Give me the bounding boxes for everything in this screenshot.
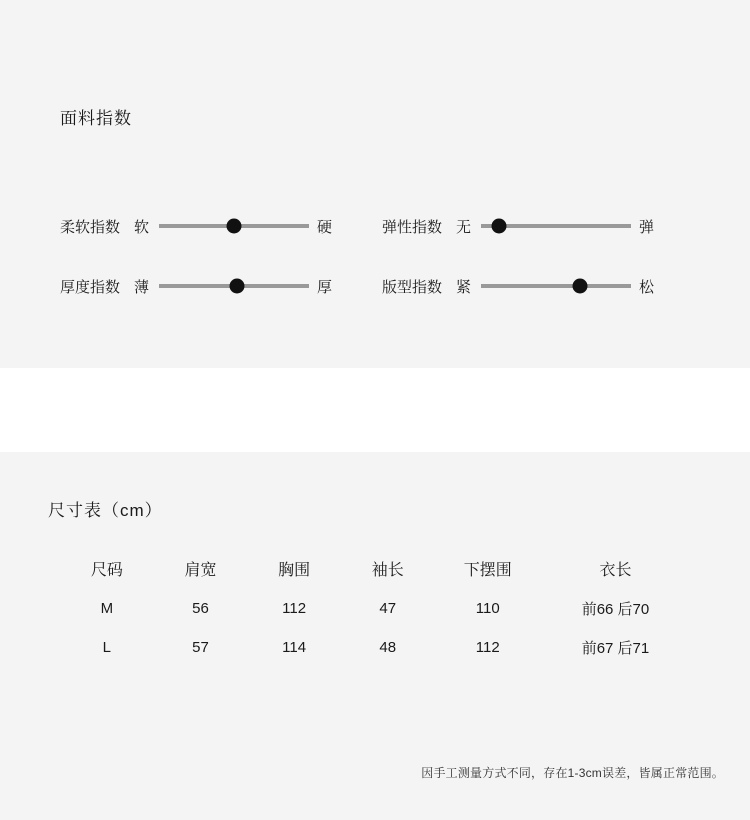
cell-length: 前67 后71	[581, 640, 650, 657]
fabric-index-left-label: 薄	[134, 278, 150, 296]
fabric-index-label: 弹性指数	[382, 218, 443, 236]
size-chart-title: 尺寸表（cm）	[48, 501, 163, 520]
size-chart-section	[0, 452, 750, 820]
table-header-row	[60, 548, 690, 589]
cell-sleeve: 48	[379, 639, 397, 656]
fabric-index-knob[interactable]	[573, 279, 588, 294]
fabric-index-softness	[60, 216, 360, 237]
section-divider	[0, 368, 750, 452]
cell-shoulder: 57	[192, 639, 209, 656]
size-chart-table	[60, 548, 690, 667]
fabric-index-right-label: 厚	[317, 278, 333, 296]
cell-hem: 110	[475, 600, 500, 617]
cell-size: L	[102, 639, 111, 656]
fabric-index-sliders	[0, 196, 750, 316]
fabric-index-track[interactable]	[159, 284, 309, 288]
fabric-index-left-label: 无	[456, 218, 472, 236]
fabric-index-section	[0, 0, 750, 368]
column-header-hem: 下摆围	[463, 562, 512, 579]
cell-size: M	[100, 600, 114, 617]
fabric-index-label: 厚度指数	[60, 278, 121, 296]
column-header-sleeve: 袖长	[371, 562, 404, 579]
table-row	[60, 628, 690, 667]
cell-shoulder: 56	[192, 600, 209, 617]
fabric-index-track[interactable]	[159, 224, 309, 228]
column-header-length: 衣长	[599, 562, 632, 579]
column-header-bust: 胸围	[278, 562, 311, 579]
fabric-index-knob[interactable]	[492, 219, 507, 234]
fabric-index-knob[interactable]	[230, 279, 245, 294]
cell-hem: 112	[475, 639, 500, 656]
fabric-index-track[interactable]	[481, 284, 631, 288]
fabric-index-right-label: 松	[639, 278, 655, 296]
cell-sleeve: 47	[379, 600, 397, 617]
fabric-index-knob[interactable]	[227, 219, 242, 234]
cell-length: 前66 后70	[581, 601, 650, 618]
table-row	[60, 589, 690, 628]
fabric-index-left-label: 软	[134, 218, 150, 236]
fabric-index-thickness	[60, 276, 360, 297]
fabric-index-elasticity	[382, 216, 682, 237]
fabric-index-row	[0, 196, 750, 256]
fabric-index-right-label: 硬	[317, 218, 333, 236]
column-header-shoulder: 肩宽	[184, 562, 217, 579]
fabric-index-label: 柔软指数	[60, 218, 121, 236]
column-header-size: 尺码	[90, 562, 123, 579]
measurement-note: 因手工测量方式不同，存在1-3cm误差，皆属正常范围。	[421, 766, 724, 780]
fabric-index-row	[0, 256, 750, 316]
fabric-index-right-label: 弹	[639, 218, 655, 236]
cell-bust: 114	[282, 639, 307, 656]
fabric-index-fit	[382, 276, 682, 297]
cell-bust: 112	[282, 600, 307, 617]
fabric-index-label: 版型指数	[382, 278, 443, 296]
fabric-index-track[interactable]	[481, 224, 631, 228]
fabric-index-left-label: 紧	[456, 278, 472, 296]
fabric-index-title: 面料指数	[60, 109, 132, 128]
